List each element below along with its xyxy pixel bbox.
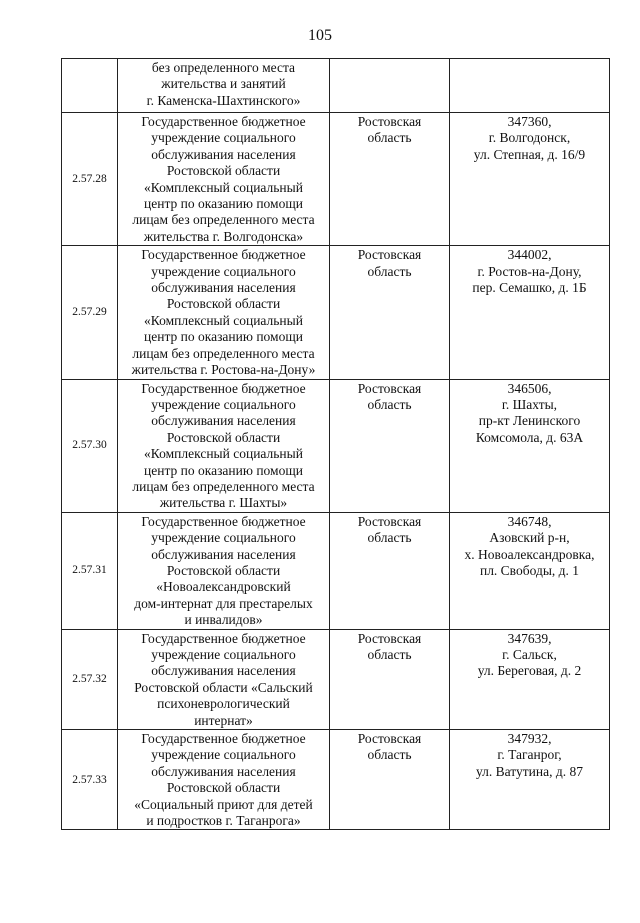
address: 344002, г. Ростов-на-Дону, пер. Семашко, д. 1Б <box>472 247 587 296</box>
region-cell <box>330 629 450 729</box>
institution-name: Государственное бюджетное учреждение социального обслуживания населения Ростовской области «Сальский психоневрологический интернат» <box>134 630 313 728</box>
institution-name-cell <box>118 512 330 629</box>
region-cell <box>330 379 450 512</box>
address <box>453 59 606 60</box>
row-number-cell: 2.57.28 <box>62 113 118 246</box>
region-name: Ростовская область <box>357 114 422 146</box>
address: 346506, г. Шахты, пр-кт Ленинского Комсомола, д. 63А <box>475 380 584 445</box>
row-number-cell: 2.57.30 <box>62 379 118 512</box>
address: 347932, г. Таганрог, ул. Ватутина, д. 87 <box>476 731 583 779</box>
institution-name-cell <box>118 59 330 113</box>
table-row <box>62 730 610 830</box>
region-cell <box>330 113 450 246</box>
table-row <box>62 379 610 512</box>
row-number-cell: 2.57.32 <box>62 629 118 729</box>
row-number-cell: 2.57.29 <box>62 246 118 379</box>
institution-name: Государственное бюджетное учреждение социального обслуживания населения Ростовской области «Комплексный социальный центр по оказанию помощи лицам без определенного места жительства г. Ростова-на-Дону» <box>131 247 316 378</box>
page-number: 105 <box>308 27 332 44</box>
table-row <box>62 246 610 379</box>
table-row <box>62 59 610 113</box>
table-row <box>62 512 610 629</box>
region-name: Ростовская область <box>357 247 422 279</box>
institution-name-cell <box>118 113 330 246</box>
region-cell <box>330 730 450 830</box>
region-cell <box>330 246 450 379</box>
address-cell <box>450 59 610 113</box>
region-name: Ростовская область <box>357 630 422 662</box>
table-row <box>62 113 610 246</box>
region-cell <box>330 512 450 629</box>
institution-name-cell <box>118 379 330 512</box>
institution-name: Государственное бюджетное учреждение социального обслуживания населения Ростовской области «Социальный приют для детей и подростков г. Таганрога» <box>134 731 313 829</box>
address: 347360, г. Волгодонск, ул. Степная, д. 16/9 <box>473 114 586 162</box>
address-cell <box>450 379 610 512</box>
row-number-cell <box>62 59 118 113</box>
address: 347639, г. Сальск, ул. Береговая, д. 2 <box>477 630 582 679</box>
address: 346748, Азовский р-н, х. Новоалександровка, пл. Свободы, д. 1 <box>464 513 595 578</box>
address-cell <box>450 730 610 830</box>
address-cell <box>450 113 610 246</box>
region-name <box>333 59 446 60</box>
table-row <box>62 629 610 729</box>
institution-name-cell <box>118 730 330 830</box>
address-cell <box>450 629 610 729</box>
institution-name-cell <box>118 246 330 379</box>
institution-name: Государственное бюджетное учреждение социального обслуживания населения Ростовской области «Комплексный социальный центр по оказанию помощи лицам без определенного места жительства г. Волгодонска» <box>132 114 315 244</box>
institution-name: без определенного места жительства и занятий г. Каменска-Шахтинского» <box>146 60 301 108</box>
region-name: Ростовская область <box>357 731 422 763</box>
address-cell <box>450 246 610 379</box>
region-cell <box>330 59 450 113</box>
institution-name-cell <box>118 629 330 729</box>
institutions-table <box>61 58 610 830</box>
address-cell <box>450 512 610 629</box>
row-number-cell: 2.57.33 <box>62 730 118 830</box>
region-name: Ростовская область <box>357 380 422 412</box>
institution-name: Государственное бюджетное учреждение социального обслуживания населения Ростовской области «Комплексный социальный центр по оказанию помощи лицам без определенного места жительства г. Шахты» <box>132 380 315 511</box>
row-number-cell: 2.57.31 <box>62 512 118 629</box>
institution-name: Государственное бюджетное учреждение социального обслуживания населения Ростовской области «Новоалександровский дом-интернат для престарелых и инвалидов» <box>134 513 313 628</box>
region-name: Ростовская область <box>357 513 422 546</box>
